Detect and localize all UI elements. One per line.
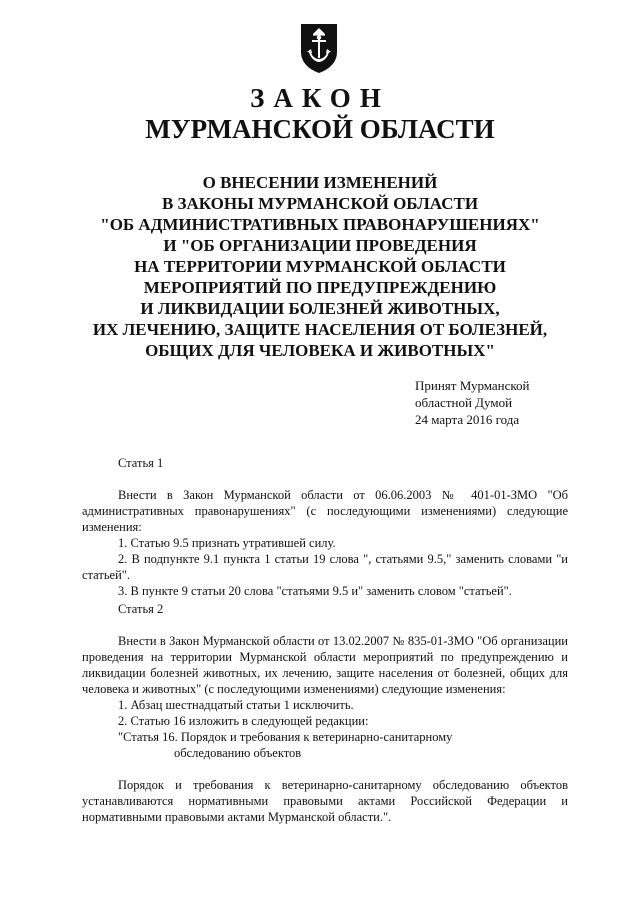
article-1-item: 2. В подпункте 9.1 пункта 1 статьи 19 слова ", статьями 9.5," заменить словами "и статьей". (82, 552, 568, 582)
title-line: О ВНЕСЕНИИ ИЗМЕНЕНИЙ (202, 173, 438, 192)
title-line: И ЛИКВИДАЦИИ БОЛЕЗНЕЙ ЖИВОТНЫХ, (140, 299, 500, 318)
article-2-heading: Статья 2 (118, 602, 164, 616)
article-1-item: 3. В пункте 9 статьи 20 слова "статьями 9.5 и" заменить словом "статьей". (118, 584, 512, 598)
article-2-item: 1. Абзац шестнадцатый статьи 1 исключить. (118, 698, 354, 712)
article-1-intro: Внести в Закон Мурманской области от 06.06.2003 № 401-01-ЗМО "Об административных правонарушениях" (с последующими изменениями) следующие изменения: (82, 488, 568, 534)
article-2-body (82, 633, 568, 761)
article-1-body (82, 487, 568, 599)
adoption-note (415, 377, 530, 428)
quoted-article-heading (82, 729, 568, 761)
title-line: МЕРОПРИЯТИЙ ПО ПРЕДУПРЕЖДЕНИЮ (143, 278, 497, 297)
law-title (60, 172, 580, 361)
quoted-heading-line: "Статья 16. Порядок и требования к ветеринарно-санитарному (118, 730, 453, 744)
article-1-heading: Статья 1 (118, 456, 164, 470)
title-line: ОБЩИХ ДЛЯ ЧЕЛОВЕКА И ЖИВОТНЫХ" (145, 341, 495, 360)
law-heading: ЗАКОН (250, 83, 390, 113)
coat-of-arms-icon (299, 22, 339, 74)
quoted-article-body (82, 777, 568, 825)
title-line: ИХ ЛЕЧЕНИЮ, ЗАЩИТЕ НАСЕЛЕНИЯ ОТ БОЛЕЗНЕЙ, (92, 320, 548, 339)
article-2-intro: Внести в Закон Мурманской области от 13.02.2007 № 835-01-ЗМО "Об организации проведения на территории Мурманской области мероприятий по предупреждению и ликвидации болезней животных, их лечению, защите населения от болезней, общих для человека и животных" (с последующими изменениями) следующие изменения: (82, 634, 568, 696)
region-heading: МУРМАНСКОЙ ОБЛАСТИ (145, 114, 495, 144)
article-1-item: 1. Статью 9.5 признать утратившей силу. (118, 536, 336, 550)
adoption-line: Принят Мурманской (415, 378, 530, 393)
title-line: И "ОБ ОРГАНИЗАЦИИ ПРОВЕДЕНИЯ (163, 236, 477, 255)
quoted-heading-line: обследованию объектов (174, 746, 302, 760)
title-line: НА ТЕРРИТОРИИ МУРМАНСКОЙ ОБЛАСТИ (134, 257, 506, 276)
title-line: В ЗАКОНЫ МУРМАНСКОЙ ОБЛАСТИ (161, 194, 479, 213)
quoted-article-text: Порядок и требования к ветеринарно-санитарному обследованию объектов устанавливаются нормативными правовыми актами Российской Федерации и нормативными правовыми актами Мурманской области.". (82, 778, 568, 824)
adoption-line: областной Думой (415, 395, 513, 410)
adoption-date: 24 марта 2016 года (415, 412, 520, 427)
title-line: "ОБ АДМИНИСТРАТИВНЫХ ПРАВОНАРУШЕНИЯХ" (100, 215, 540, 234)
article-2-item: 2. Статью 16 изложить в следующей редакции: (118, 714, 369, 728)
